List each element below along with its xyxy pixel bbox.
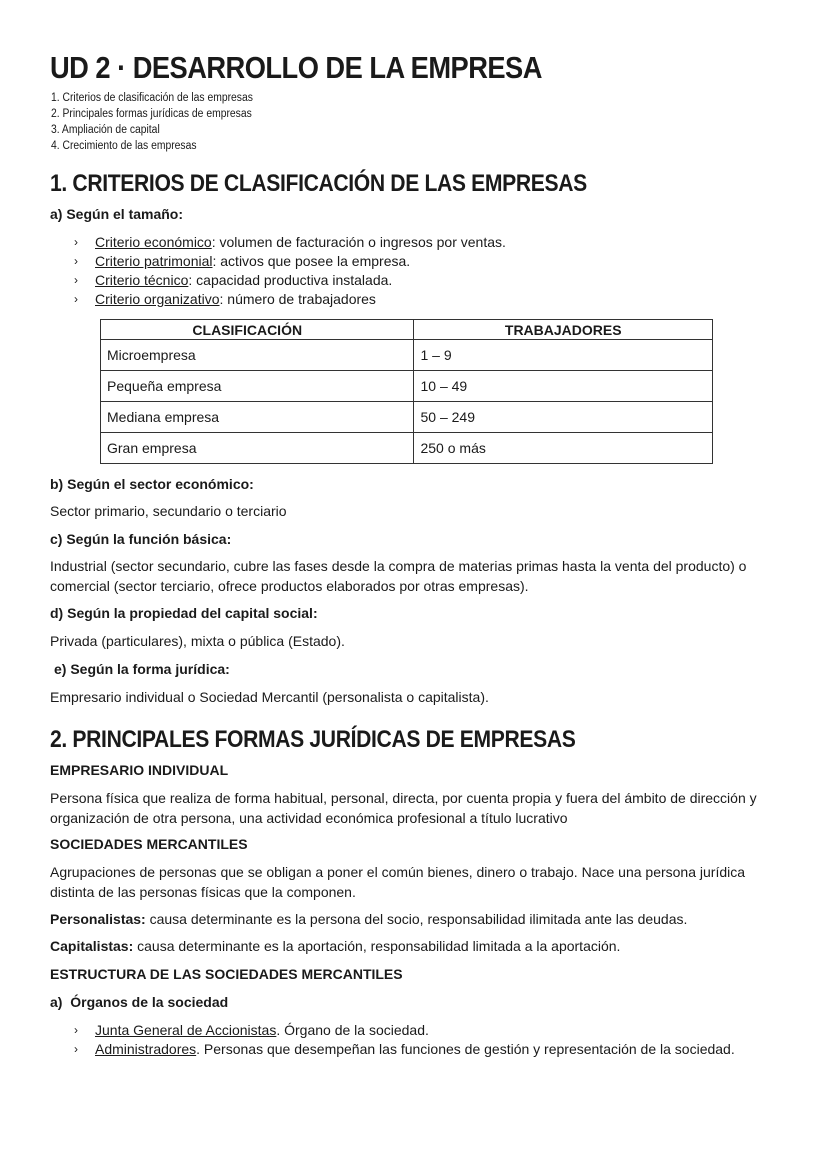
organ-text: . Órgano de la sociedad. xyxy=(276,1022,429,1038)
mercantile-companies-label: SOCIEDADES MERCANTILES xyxy=(50,836,248,852)
table-row xyxy=(101,371,713,402)
criterion-term: Criterio técnico xyxy=(95,272,189,288)
capitalistas-text: causa determinante es la aportación, responsabilidad limitada a la aportación. xyxy=(133,938,621,954)
personalistas-text: causa determinante es la persona del socio, responsabilidad ilimitada ante las deudas. xyxy=(145,911,688,927)
organ-text: . Personas que desempeñan las funciones de gestión y representación de la sociedad. xyxy=(196,1041,735,1057)
table-cell: Gran empresa xyxy=(101,433,414,464)
document-title: UD 2 · DESARROLLO DE LA EMPRESA xyxy=(50,50,542,85)
toc-item: 3. Ampliación de capital xyxy=(51,124,160,136)
subsection-d-label: d) Según la propiedad del capital social: xyxy=(50,605,318,621)
column-header-workers: TRABAJADORES xyxy=(414,320,713,340)
table-cell: 1 – 9 xyxy=(414,340,713,371)
organ-term: Junta General de Accionistas xyxy=(95,1022,277,1038)
capitalistas-definition xyxy=(50,937,785,957)
toc-item: 4. Crecimiento de las empresas xyxy=(51,140,197,152)
criterion-term: Criterio patrimonial xyxy=(95,253,213,269)
table-header-row xyxy=(101,320,713,340)
list-item xyxy=(74,1021,735,1040)
table-row xyxy=(101,433,713,464)
subsection-c-text: Industrial (sector secundario, cubre las fases desde la compra de materias primas hasta la venta del producto) o comercial (sector terciario, ofrece productos elaborados por otras empresas). xyxy=(50,558,747,594)
criterion-term: Criterio económico xyxy=(95,234,212,250)
structure-label: ESTRUCTURA DE LAS SOCIEDADES MERCANTILES xyxy=(50,966,403,982)
criterion-term: Criterio organizativo xyxy=(95,291,220,307)
criterion-text: : capacidad productiva instalada. xyxy=(188,272,393,288)
table-cell: 250 o más xyxy=(414,433,713,464)
personalistas-definition xyxy=(50,910,785,930)
table-cell: Pequeña empresa xyxy=(101,371,414,402)
individual-entrepreneur-label: EMPRESARIO INDIVIDUAL xyxy=(50,762,229,778)
column-header-classification: CLASIFICACIÓN xyxy=(101,320,414,340)
organ-term: Administradores xyxy=(95,1041,197,1057)
table-cell: Mediana empresa xyxy=(101,402,414,433)
criterion-text: : número de trabajadores xyxy=(219,291,376,307)
chevron-right-icon: › xyxy=(74,1042,78,1056)
subsection-e-label: e) Según la forma jurídica: xyxy=(54,661,230,677)
subsection-b-label: b) Según el sector económico: xyxy=(50,476,254,492)
individual-entrepreneur-text: Persona física que realiza de forma habitual, personal, directa, por cuenta propia y fuera del ámbito de dirección y organización de otra persona, una actividad económica profesional a título lucrativo xyxy=(50,790,757,826)
chevron-right-icon: › xyxy=(74,1023,78,1037)
list-item xyxy=(74,233,506,252)
organs-label: a) Órganos de la sociedad xyxy=(50,994,229,1010)
organs-list xyxy=(74,1021,735,1059)
criterion-text: : volumen de facturación o ingresos por ventas. xyxy=(211,234,506,250)
section-1-heading: 1. CRITERIOS DE CLASIFICACIÓN DE LAS EMPRESAS xyxy=(50,170,587,197)
list-item xyxy=(74,1040,735,1059)
subsection-a-label: a) Según el tamaño: xyxy=(50,206,184,222)
criterion-text: : activos que posee la empresa. xyxy=(212,253,411,269)
chevron-right-icon: › xyxy=(74,254,78,268)
table-cell: Microempresa xyxy=(101,340,414,371)
list-item xyxy=(74,290,506,309)
subsection-d-text: Privada (particulares), mixta o pública (Estado). xyxy=(50,633,345,649)
section-2-heading: 2. PRINCIPALES FORMAS JURÍDICAS DE EMPRESAS xyxy=(50,726,576,753)
personalistas-term: Personalistas: xyxy=(50,911,146,927)
table-of-contents xyxy=(51,90,275,154)
list-item xyxy=(74,252,506,271)
table-cell: 10 – 49 xyxy=(414,371,713,402)
size-classification-table xyxy=(100,319,713,464)
capitalistas-term: Capitalistas: xyxy=(50,938,134,954)
toc-item: 2. Principales formas jurídicas de empresas xyxy=(51,108,252,120)
list-item xyxy=(74,271,506,290)
table-row xyxy=(101,340,713,371)
table-row xyxy=(101,402,713,433)
mercantile-companies-text: Agrupaciones de personas que se obligan a poner el común bienes, dinero o trabajo. Nace una persona jurídica distinta de las personas físicas que la componen. xyxy=(50,864,746,900)
size-criteria-list xyxy=(74,233,506,309)
subsection-e-text: Empresario individual o Sociedad Mercantil (personalista o capitalista). xyxy=(50,689,489,705)
toc-item: 1. Criterios de clasificación de las empresas xyxy=(51,92,253,104)
subsection-c-label: c) Según la función básica: xyxy=(50,531,232,547)
table-cell: 50 – 249 xyxy=(414,402,713,433)
chevron-right-icon: › xyxy=(74,235,78,249)
subsection-b-text: Sector primario, secundario o terciario xyxy=(50,503,287,519)
chevron-right-icon: › xyxy=(74,273,78,287)
chevron-right-icon: › xyxy=(74,292,78,306)
